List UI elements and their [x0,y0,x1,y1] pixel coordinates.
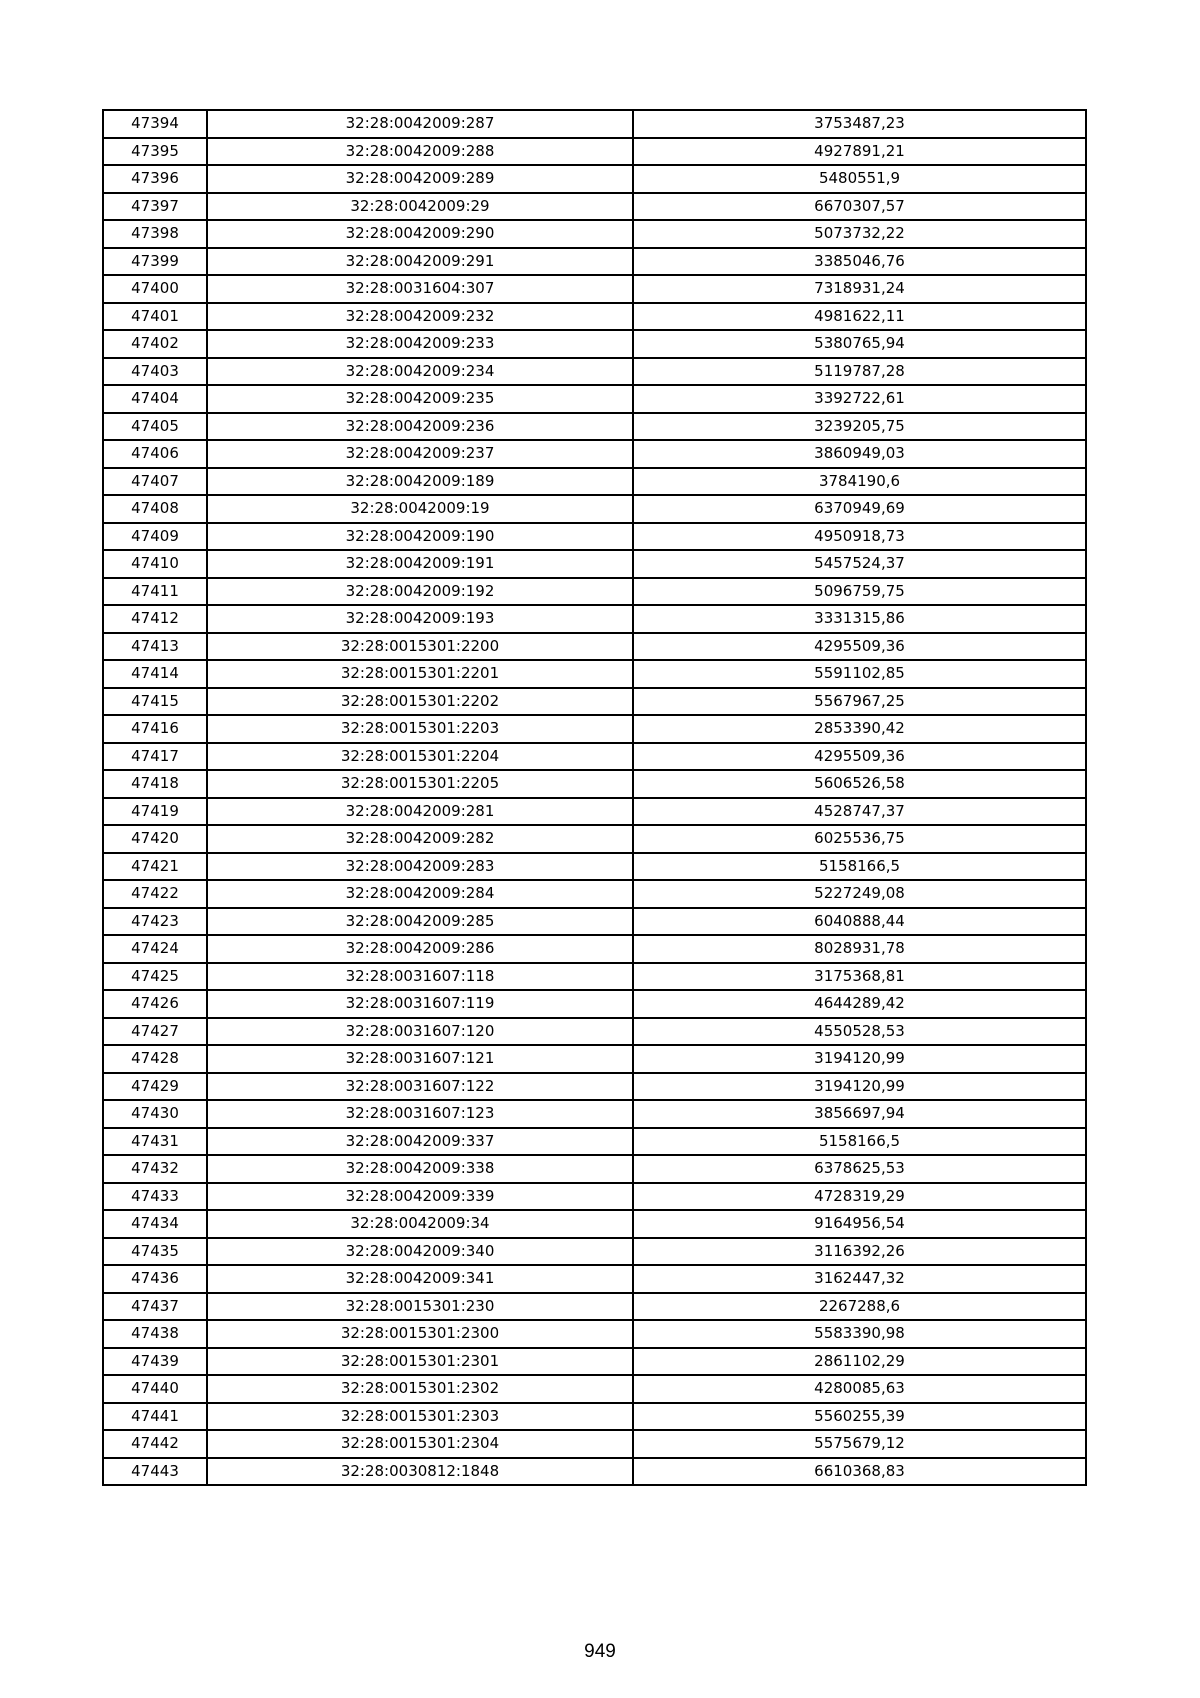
row-number-cell: 47420 [103,825,207,853]
table-row [103,138,1086,166]
table-row [103,165,1086,193]
cadastral-number-cell: 32:28:0042009:193 [207,605,633,633]
cadastral-number-cell: 32:28:0031607:120 [207,1018,633,1046]
row-number-cell: 47394 [103,110,207,138]
cadastral-value-cell: 6370949,69 [633,495,1086,523]
row-number-cell: 47413 [103,633,207,661]
cadastral-value-cell: 3784190,6 [633,468,1086,496]
cadastral-value-cell: 5575679,12 [633,1430,1086,1458]
cadastral-number-cell: 32:28:0042009:285 [207,908,633,936]
cadastral-value-cell: 5560255,39 [633,1403,1086,1431]
row-number-cell: 47407 [103,468,207,496]
row-number-cell: 47406 [103,440,207,468]
row-number-cell: 47395 [103,138,207,166]
cadastral-value-cell: 5096759,75 [633,578,1086,606]
table-row [103,1375,1086,1403]
cadastral-value-cell: 4295509,36 [633,633,1086,661]
cadastral-number-cell: 32:28:0042009:286 [207,935,633,963]
table-row [103,1100,1086,1128]
cadastral-value-cell: 3116392,26 [633,1238,1086,1266]
row-number-cell: 47397 [103,193,207,221]
row-number-cell: 47437 [103,1293,207,1321]
row-number-cell: 47414 [103,660,207,688]
cadastral-number-cell: 32:28:0031607:119 [207,990,633,1018]
cadastral-number-cell: 32:28:0042009:337 [207,1128,633,1156]
row-number-cell: 47440 [103,1375,207,1403]
table-row [103,1458,1086,1486]
table-row [103,110,1086,138]
cadastral-number-cell: 32:28:0042009:291 [207,248,633,276]
cadastral-number-cell: 32:28:0042009:34 [207,1210,633,1238]
cadastral-value-cell: 5158166,5 [633,1128,1086,1156]
row-number-cell: 47432 [103,1155,207,1183]
table-row [103,688,1086,716]
cadastral-value-cell: 2267288,6 [633,1293,1086,1321]
table-row [103,1018,1086,1046]
cadastral-number-cell: 32:28:0031607:122 [207,1073,633,1101]
cadastral-value-cell: 3175368,81 [633,963,1086,991]
table-row [103,715,1086,743]
cadastral-value-cell: 4528747,37 [633,798,1086,826]
cadastral-value-cell: 7318931,24 [633,275,1086,303]
cadastral-value-cell: 3239205,75 [633,413,1086,441]
row-number-cell: 47399 [103,248,207,276]
cadastral-value-cell: 3856697,94 [633,1100,1086,1128]
row-number-cell: 47431 [103,1128,207,1156]
table-row [103,770,1086,798]
table-row [103,825,1086,853]
table-row [103,1293,1086,1321]
cadastral-number-cell: 32:28:0031607:118 [207,963,633,991]
table-row [103,523,1086,551]
table-row [103,220,1086,248]
table-row [103,413,1086,441]
cadastral-number-cell: 32:28:0042009:284 [207,880,633,908]
row-number-cell: 47410 [103,550,207,578]
cadastral-value-cell: 9164956,54 [633,1210,1086,1238]
cadastral-value-cell: 5591102,85 [633,660,1086,688]
row-number-cell: 47433 [103,1183,207,1211]
cadastral-number-cell: 32:28:0015301:230 [207,1293,633,1321]
table-row [103,303,1086,331]
cadastral-value-cell: 4550528,53 [633,1018,1086,1046]
table-row [103,990,1086,1018]
table-row [103,275,1086,303]
table-row [103,798,1086,826]
row-number-cell: 47405 [103,413,207,441]
table-row [103,1320,1086,1348]
cadastral-value-cell: 3194120,99 [633,1045,1086,1073]
row-number-cell: 47403 [103,358,207,386]
cadastral-value-cell: 5480551,9 [633,165,1086,193]
row-number-cell: 47430 [103,1100,207,1128]
cadastral-number-cell: 32:28:0042009:191 [207,550,633,578]
row-number-cell: 47428 [103,1045,207,1073]
cadastral-number-cell: 32:28:0042009:189 [207,468,633,496]
cadastral-number-cell: 32:28:0042009:232 [207,303,633,331]
cadastral-number-cell: 32:28:0031607:121 [207,1045,633,1073]
cadastral-number-cell: 32:28:0015301:2201 [207,660,633,688]
row-number-cell: 47435 [103,1238,207,1266]
table-row [103,1403,1086,1431]
cadastral-value-cell: 3385046,76 [633,248,1086,276]
table-row [103,1210,1086,1238]
cadastral-number-cell: 32:28:0042009:281 [207,798,633,826]
row-number-cell: 47434 [103,1210,207,1238]
cadastral-number-cell: 32:28:0042009:29 [207,193,633,221]
row-number-cell: 47418 [103,770,207,798]
row-number-cell: 47401 [103,303,207,331]
cadastral-number-cell: 32:28:0042009:290 [207,220,633,248]
row-number-cell: 47400 [103,275,207,303]
cadastral-number-cell: 32:28:0015301:2304 [207,1430,633,1458]
cadastral-value-cell: 4728319,29 [633,1183,1086,1211]
table-row [103,1238,1086,1266]
cadastral-number-cell: 32:28:0042009:289 [207,165,633,193]
cadastral-number-cell: 32:28:0042009:282 [207,825,633,853]
cadastral-value-cell: 5227249,08 [633,880,1086,908]
table-row [103,935,1086,963]
cadastral-number-cell: 32:28:0042009:234 [207,358,633,386]
table-row [103,1265,1086,1293]
cadastral-value-cell: 6025536,75 [633,825,1086,853]
row-number-cell: 47419 [103,798,207,826]
table-row [103,578,1086,606]
table-row [103,880,1086,908]
cadastral-value-cell: 3331315,86 [633,605,1086,633]
row-number-cell: 47409 [103,523,207,551]
table-row [103,1128,1086,1156]
cadastral-value-cell: 6670307,57 [633,193,1086,221]
cadastral-number-cell: 32:28:0015301:2204 [207,743,633,771]
cadastral-value-cell: 3194120,99 [633,1073,1086,1101]
cadastral-number-cell: 32:28:0015301:2205 [207,770,633,798]
row-number-cell: 47442 [103,1430,207,1458]
cadastral-number-cell: 32:28:0042009:339 [207,1183,633,1211]
cadastral-number-cell: 32:28:0015301:2200 [207,633,633,661]
table-row [103,743,1086,771]
row-number-cell: 47441 [103,1403,207,1431]
table-row [103,440,1086,468]
row-number-cell: 47436 [103,1265,207,1293]
table-row [103,468,1086,496]
table-row [103,853,1086,881]
row-number-cell: 47416 [103,715,207,743]
cadastral-number-cell: 32:28:0042009:288 [207,138,633,166]
cadastral-value-cell: 5119787,28 [633,358,1086,386]
cadastral-number-cell: 32:28:0015301:2203 [207,715,633,743]
cadastral-number-cell: 32:28:0042009:237 [207,440,633,468]
table-row [103,248,1086,276]
cadastral-number-cell: 32:28:0030812:1848 [207,1458,633,1486]
cadastral-value-cell: 3392722,61 [633,385,1086,413]
row-number-cell: 47423 [103,908,207,936]
cadastral-number-cell: 32:28:0042009:233 [207,330,633,358]
table-row [103,1348,1086,1376]
table-row [103,660,1086,688]
table-row [103,1073,1086,1101]
row-number-cell: 47412 [103,605,207,633]
table-row [103,633,1086,661]
cadastral-number-cell: 32:28:0015301:2202 [207,688,633,716]
cadastral-number-cell: 32:28:0015301:2303 [207,1403,633,1431]
cadastral-value-cell: 5380765,94 [633,330,1086,358]
cadastral-number-cell: 32:28:0042009:340 [207,1238,633,1266]
table-row [103,1183,1086,1211]
cadastral-number-cell: 32:28:0042009:287 [207,110,633,138]
row-number-cell: 47411 [103,578,207,606]
cadastral-number-cell: 32:28:0042009:19 [207,495,633,523]
table-row [103,358,1086,386]
cadastral-number-cell: 32:28:0042009:236 [207,413,633,441]
cadastral-value-cell: 5073732,22 [633,220,1086,248]
row-number-cell: 47415 [103,688,207,716]
table-row [103,605,1086,633]
cadastral-number-cell: 32:28:0015301:2300 [207,1320,633,1348]
cadastral-number-cell: 32:28:0042009:283 [207,853,633,881]
row-number-cell: 47396 [103,165,207,193]
cadastral-number-cell: 32:28:0042009:341 [207,1265,633,1293]
row-number-cell: 47438 [103,1320,207,1348]
cadastral-value-cell: 4295509,36 [633,743,1086,771]
table-row [103,330,1086,358]
cadastral-value-cell: 5158166,5 [633,853,1086,881]
row-number-cell: 47424 [103,935,207,963]
row-number-cell: 47425 [103,963,207,991]
row-number-cell: 47426 [103,990,207,1018]
table-row [103,963,1086,991]
cadastral-value-cell: 4950918,73 [633,523,1086,551]
cadastral-value-cell: 8028931,78 [633,935,1086,963]
cadastral-value-cell: 5457524,37 [633,550,1086,578]
cadastral-value-cell: 3162447,32 [633,1265,1086,1293]
cadastral-value-table [102,109,1087,1486]
cadastral-value-cell: 4644289,42 [633,990,1086,1018]
cadastral-number-cell: 32:28:0042009:190 [207,523,633,551]
row-number-cell: 47443 [103,1458,207,1486]
cadastral-number-cell: 32:28:0031604:307 [207,275,633,303]
cadastral-value-cell: 4280085,63 [633,1375,1086,1403]
cadastral-number-cell: 32:28:0015301:2302 [207,1375,633,1403]
cadastral-number-cell: 32:28:0042009:235 [207,385,633,413]
cadastral-value-cell: 5567967,25 [633,688,1086,716]
row-number-cell: 47398 [103,220,207,248]
table-row [103,495,1086,523]
table-row [103,385,1086,413]
row-number-cell: 47427 [103,1018,207,1046]
table-row [103,550,1086,578]
cadastral-value-cell: 5583390,98 [633,1320,1086,1348]
row-number-cell: 47429 [103,1073,207,1101]
cadastral-value-cell: 4981622,11 [633,303,1086,331]
cadastral-value-cell: 5606526,58 [633,770,1086,798]
row-number-cell: 47421 [103,853,207,881]
cadastral-value-cell: 2861102,29 [633,1348,1086,1376]
row-number-cell: 47417 [103,743,207,771]
table-row [103,1155,1086,1183]
table-row [103,1430,1086,1458]
cadastral-number-cell: 32:28:0015301:2301 [207,1348,633,1376]
cadastral-value-cell: 3860949,03 [633,440,1086,468]
cadastral-number-cell: 32:28:0031607:123 [207,1100,633,1128]
row-number-cell: 47404 [103,385,207,413]
table-row [103,193,1086,221]
cadastral-value-cell: 6610368,83 [633,1458,1086,1486]
cadastral-number-cell: 32:28:0042009:338 [207,1155,633,1183]
cadastral-number-cell: 32:28:0042009:192 [207,578,633,606]
row-number-cell: 47402 [103,330,207,358]
row-number-cell: 47439 [103,1348,207,1376]
cadastral-value-cell: 4927891,21 [633,138,1086,166]
table-body [103,110,1086,1485]
cadastral-value-cell: 6040888,44 [633,908,1086,936]
table-row [103,1045,1086,1073]
cadastral-value-cell: 2853390,42 [633,715,1086,743]
table-row [103,908,1086,936]
page-number: 949 [584,1641,616,1662]
cadastral-value-cell: 6378625,53 [633,1155,1086,1183]
row-number-cell: 47422 [103,880,207,908]
row-number-cell: 47408 [103,495,207,523]
cadastral-value-cell: 3753487,23 [633,110,1086,138]
